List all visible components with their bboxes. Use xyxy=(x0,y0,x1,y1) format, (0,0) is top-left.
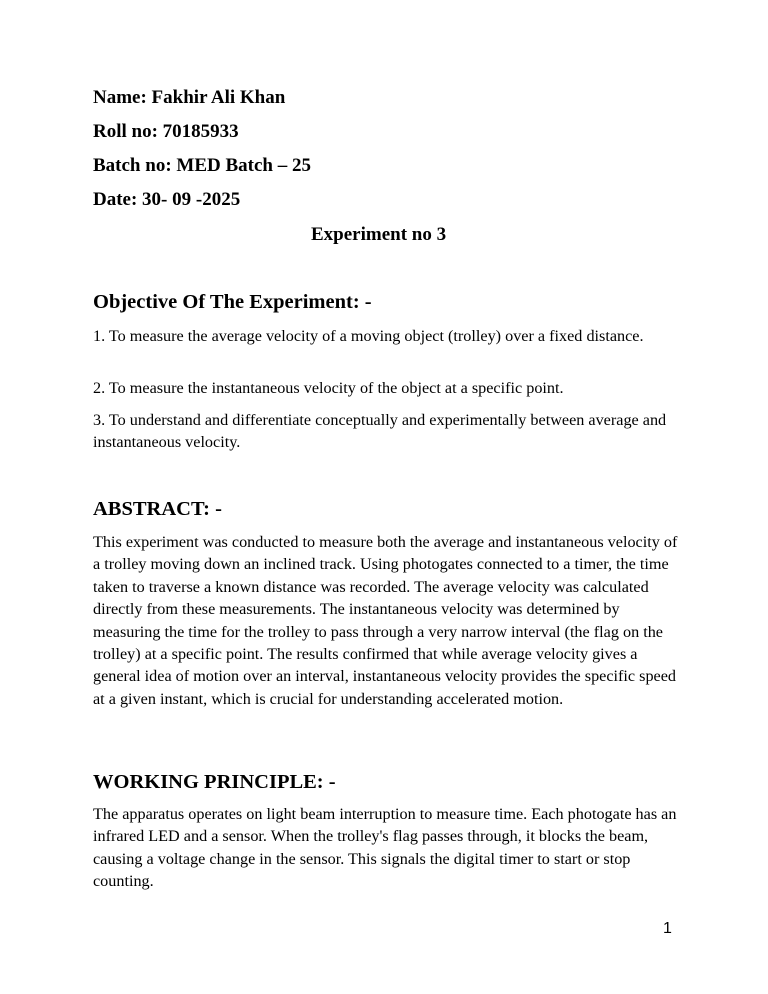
abstract-body: This experiment was conducted to measure both the average and instantaneous velocity of a trolley moving down an inclined track. Using photogates connected to a timer, the time taken to traverse a known distance was recorded. The average velocity was calculated directly from these measurements. The instantaneous velocity was determined by measuring the time for the trolley to pass through a very narrow interval (the flag on the trolley) at a specific point. The results confirmed that while average velocity gives a general idea of motion over an interval, instantaneous velocity provides the specific speed at a given instant, which is crucial for understanding accelerated motion. xyxy=(93,533,678,708)
report-date: Date: 30- 09 -2025 xyxy=(93,189,241,210)
batch-number: Batch no: MED Batch – 25 xyxy=(93,155,311,176)
working-principle-heading: WORKING PRINCIPLE: - xyxy=(93,771,336,793)
student-name: Name: Fakhir Ali Khan xyxy=(93,87,286,108)
abstract-heading: ABSTRACT: - xyxy=(93,498,222,520)
objective-item-2: 2. To measure the instantaneous velocity of the object at a specific point. xyxy=(93,379,564,397)
page-number: 1 xyxy=(663,920,672,937)
experiment-title: Experiment no 3 xyxy=(311,224,447,245)
objective-item-1: 1. To measure the average velocity of a moving object (trolley) over a fixed distance. xyxy=(93,327,644,345)
objective-heading: Objective Of The Experiment: - xyxy=(93,291,372,313)
objective-item-3: 3. To understand and differentiate conceptually and experimentally between average and instantaneous velocity. xyxy=(93,411,667,452)
roll-number: Roll no: 70185933 xyxy=(93,121,239,142)
working-principle-body: The apparatus operates on light beam interruption to measure time. Each photogate has an infrared LED and a sensor. When the trolley's flag passes through, it blocks the beam, causing a voltage change in the sensor. This signals the digital timer to start or stop counting. xyxy=(93,805,677,891)
